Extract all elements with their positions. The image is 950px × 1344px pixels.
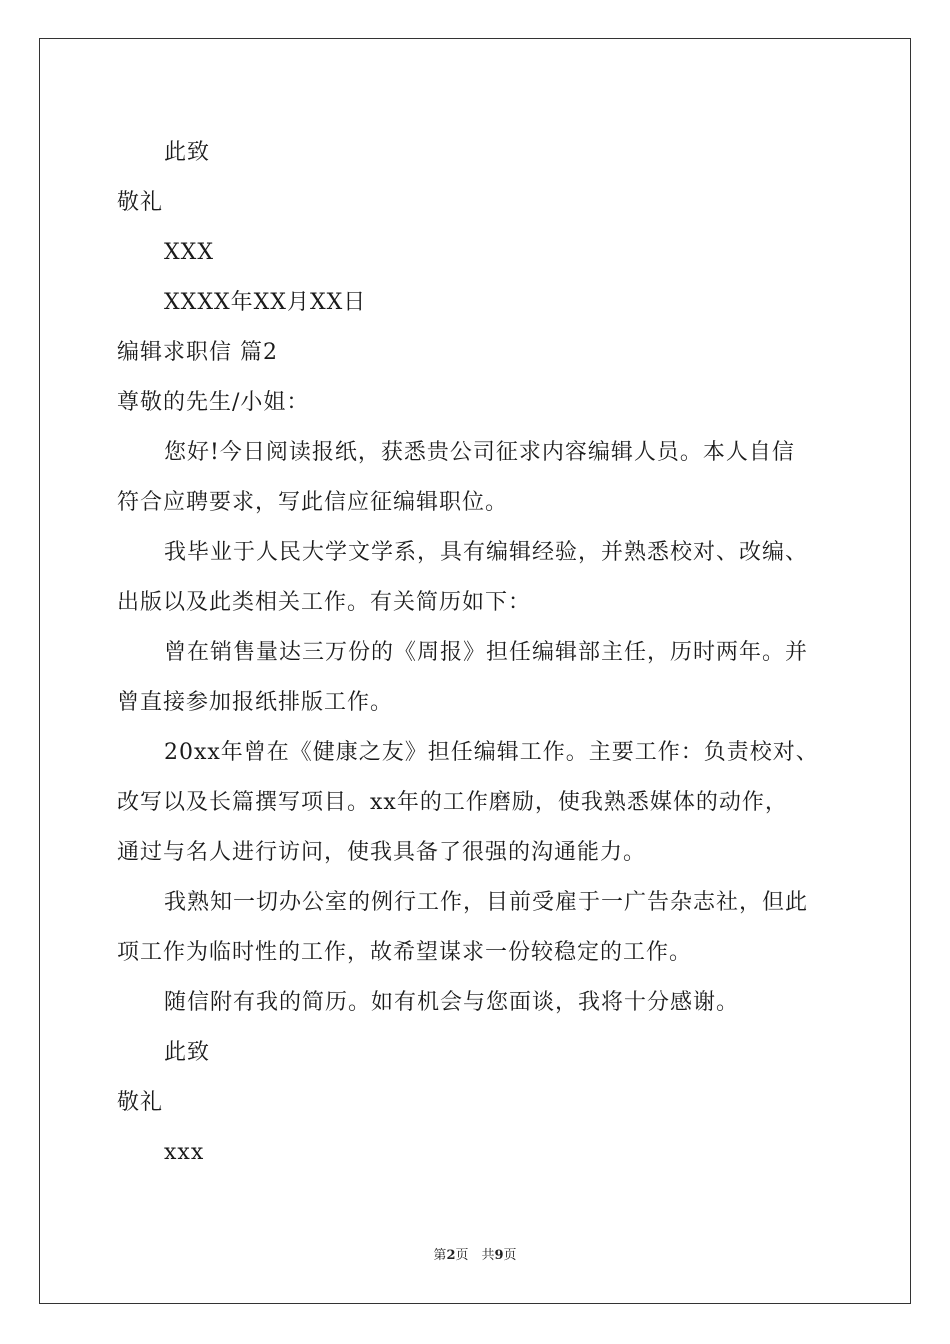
text-line: XXX	[164, 240, 214, 265]
text-line: 20xx年曾在《健康之友》担任编辑工作。主要工作：负责校对、	[164, 740, 819, 765]
text-line: 我熟知一切办公室的例行工作，目前受雇于一广告杂志社，但此	[164, 890, 809, 915]
text-line: 曾在销售量达三万份的《周报》担任编辑部主任，历时两年。并	[164, 640, 809, 665]
text-line: 改写以及长篇撰写项目。xx年的工作磨励，使我熟悉媒体的动作，	[117, 790, 788, 815]
letter-body	[117, 128, 837, 1178]
text-line: 我毕业于人民大学文学系，具有编辑经验，并熟悉校对、改编、	[164, 540, 809, 565]
text-line: 此致	[164, 140, 211, 165]
footer-current-page: 2	[446, 1248, 456, 1263]
text-line: 曾直接参加报纸排版工作。	[117, 690, 394, 715]
footer-prefix: 第	[433, 1248, 447, 1263]
text-line: 您好!今日阅读报纸，获悉贵公司征求内容编辑人员。本人自信	[164, 440, 795, 465]
text-line: 项工作为临时性的工作，故希望谋求一份较稳定的工作。	[117, 940, 693, 965]
text-line: 符合应聘要求，写此信应征编辑职位。	[117, 490, 509, 515]
text-line: 随信附有我的简历。如有机会与您面谈，我将十分感谢。	[164, 990, 740, 1015]
text-line: 尊敬的先生/小姐：	[117, 390, 310, 415]
footer-suffix: 页	[503, 1248, 517, 1263]
text-line: xxx	[164, 1140, 205, 1165]
text-line: 敬礼	[117, 1090, 164, 1115]
page-footer	[0, 1246, 950, 1266]
text-line: XXXX年XX月XX日	[164, 290, 367, 315]
text-line: 编辑求职信 篇2	[117, 340, 278, 365]
footer-total-pages: 9	[494, 1248, 504, 1263]
text-line: 通过与名人进行访问，使我具备了很强的沟通能力。	[117, 840, 647, 865]
text-line: 此致	[164, 1040, 211, 1065]
footer-middle: 页 共	[455, 1248, 495, 1263]
text-line: 出版以及此类相关工作。有关简历如下：	[117, 590, 532, 615]
text-line: 敬礼	[117, 190, 164, 215]
